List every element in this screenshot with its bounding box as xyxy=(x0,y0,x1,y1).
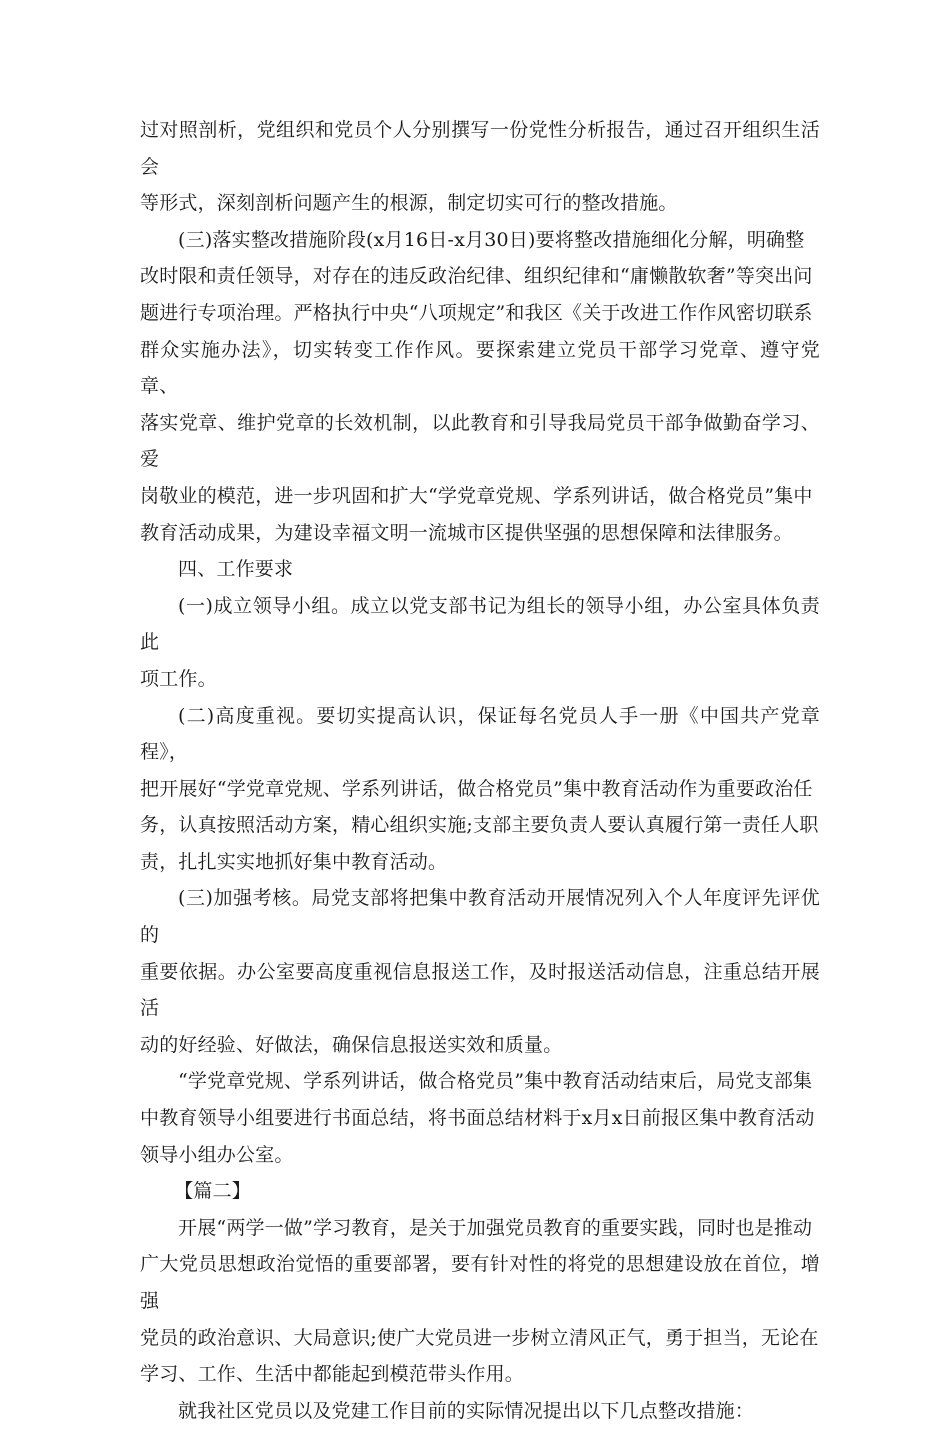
text-line: 项工作。 xyxy=(140,667,217,690)
paragraph-leading-group xyxy=(140,588,820,698)
text-line: 中教育领导小组要进行书面总结，将书面总结材料于x月x日前报区集中教育活动 xyxy=(140,1107,815,1130)
text-line: 领导小组办公室。 xyxy=(140,1143,294,1166)
text-line: 开展“两学一做”学习教育，是关于加强党员教育的重要实践，同时也是推动 xyxy=(178,1216,813,1239)
text-line: 四、工作要求 xyxy=(178,558,294,581)
text-line: 群众实施办法》，切实转变工作作风。要探索建立党员干部学习党章、遵守党章、 xyxy=(140,338,820,398)
document-body xyxy=(140,112,820,1429)
text-line: 重要依据。办公室要高度重视信息报送工作，及时报送活动信息，注重总结开展活 xyxy=(140,960,820,1020)
paragraph-rectification-stage xyxy=(140,222,820,551)
text-line: 把开展好“学党章党规、学系列讲话，做合格党员”集中教育活动作为重要政治任 xyxy=(140,777,813,800)
text-line: 就我社区党员以及党建工作目前的实际情况提出以下几点整改措施： xyxy=(178,1399,755,1422)
section-heading-part-two xyxy=(140,1173,820,1210)
text-line: (三)加强考核。局党支部将把集中教育活动开展情况列入个人年度评先评优的 xyxy=(140,887,820,947)
text-line: 动的好经验、好做法，确保信息报送实效和质量。 xyxy=(140,1033,563,1056)
text-line: “学党章党规、学系列讲话，做合格党员”集中教育活动结束后，局党支部集 xyxy=(178,1070,813,1093)
text-line: 教育活动成果，为建设幸福文明一流城市区提供坚强的思想保障和法律服务。 xyxy=(140,521,793,544)
text-line: 题进行专项治理。严格执行中央“八项规定”和我区《关于改进工作作风密切联系 xyxy=(140,301,813,324)
text-line: 务，认真按照活动方案，精心组织实施;支部主要负责人要认真履行第一责任人职 xyxy=(140,814,819,837)
paragraph-rectification-intro xyxy=(140,1393,820,1429)
text-line: (二)高度重视。要切实提高认识，保证每名党员人手一册《中国共产党章程》， xyxy=(140,704,820,764)
paragraph-summary-report xyxy=(140,1063,820,1173)
text-line: 岗敬业的模范，进一步巩固和扩大“学党章党规、学系列讲话，做合格党员”集中 xyxy=(140,484,813,507)
text-line: 【篇二】 xyxy=(174,1180,251,1203)
text-line: (一)成立领导小组。成立以党支部书记为组长的领导小组，办公室具体负责此 xyxy=(140,594,820,654)
text-line: 过对照剖析，党组织和党员个人分别撰写一份党性分析报告，通过召开组织生活会 xyxy=(140,119,820,178)
text-line: (三)落实整改措施阶段(x月16日-x月30日)要将整改措施细化分解，明确整 xyxy=(178,228,805,251)
text-line: 责，扎扎实实地抓好集中教育活动。 xyxy=(140,850,448,873)
paragraph-strengthen-assessment xyxy=(140,880,820,1063)
text-line: 学习、工作、生活中都能起到模范带头作用。 xyxy=(140,1363,525,1386)
paragraph-two-studies-one-action xyxy=(140,1210,820,1393)
text-line: 党员的政治意识、大局意识;使广大党员进一步树立清风正气，勇于担当，无论在 xyxy=(140,1326,819,1349)
text-line: 广大党员思想政治觉悟的重要部署，要有针对性的将党的思想建设放在首位，增强 xyxy=(140,1253,820,1312)
text-line: 落实党章、维护党章的长效机制，以此教育和引导我局党员干部争做勤奋学习、爱 xyxy=(140,411,820,471)
section-heading-work-requirements xyxy=(140,551,820,588)
paragraph-attach-importance xyxy=(140,698,820,881)
text-line: 改时限和责任领导，对存在的违反政治纪律、组织纪律和“庸懒散软奢”等突出问 xyxy=(140,265,813,288)
text-line: 等形式，深刻剖析问题产生的根源，制定切实可行的整改措施。 xyxy=(140,192,678,215)
paragraph-analysis-continued xyxy=(140,112,820,222)
